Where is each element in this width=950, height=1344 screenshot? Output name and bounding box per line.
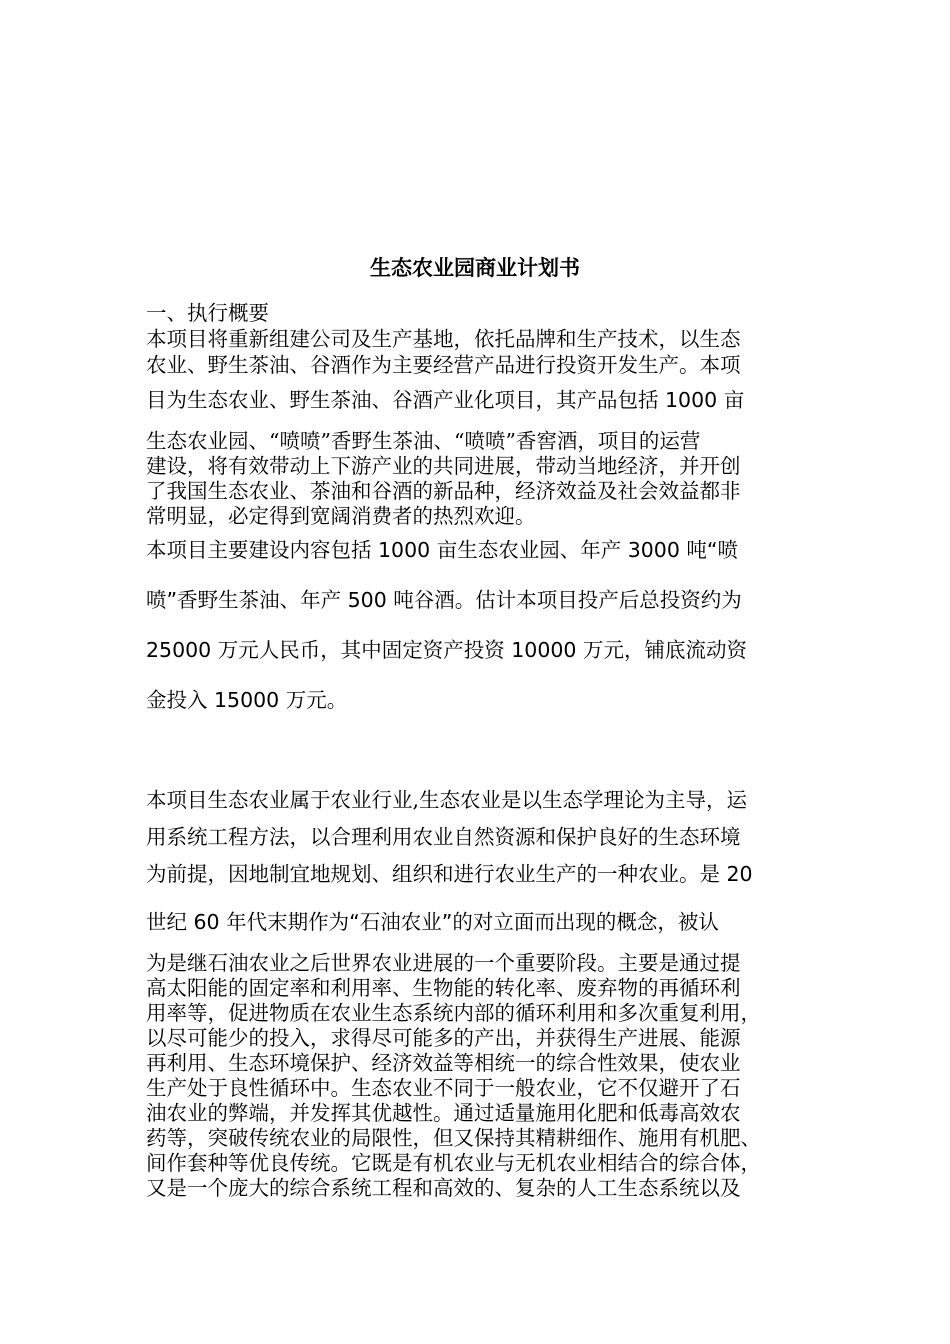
paragraph-line: 本项目主要建设内容包括 1000 亩生态农业园、年产 3000 吨“喷 <box>146 538 739 562</box>
paragraph-line: 再利用、生态环境保护、经济效益等相统一的综合性效果，使农业 <box>146 1051 741 1075</box>
document-title: 生态农业园商业计划书 <box>370 255 580 280</box>
paragraph-line: 为前提，因地制宜地规划、组织和进行农业生产的一种农业。是 20 <box>146 862 753 886</box>
paragraph-line: 喷”香野生茶油、年产 500 吨谷酒。估计本项目投产后总投资约为 <box>146 588 742 612</box>
paragraph-line: 油农业的弊端，并发挥其优越性。通过适量施用化肥和低毒高效农 <box>146 1101 741 1125</box>
paragraph-line: 间作套种等优良传统。它既是有机农业与无机农业相结合的综合体， <box>146 1151 761 1175</box>
paragraph-line: 农业、野生茶油、谷酒作为主要经营产品进行投资开发生产。本项 <box>146 353 741 377</box>
paragraph-line: 本项目生态农业属于农业行业,生态农业是以生态学理论为主导，运 <box>146 788 748 812</box>
paragraph-line: 本项目将重新组建公司及生产基地，依托品牌和生产技术，以生态 <box>146 327 741 351</box>
paragraph-line: 生产处于良性循环中。生态农业不同于一般农业，它不仅避开了石 <box>146 1076 741 1100</box>
paragraph-line: 用系统工程方法，以合理利用农业自然资源和保护良好的生态环境 <box>146 825 741 849</box>
paragraph-line: 又是一个庞大的综合系统工程和高效的、复杂的人工生态系统以及 <box>146 1176 741 1200</box>
paragraph-line: 25000 万元人民币，其中固定资产投资 10000 万元，铺底流动资 <box>146 638 747 662</box>
paragraph-line: 常明显，必定得到宽阔消费者的热烈欢迎。 <box>146 504 536 528</box>
paragraph-line: 为是继石油农业之后世界农业进展的一个重要阶段。主要是通过提 <box>146 951 741 975</box>
paragraph-line: 生态农业园、“喷喷”香野生茶油、“喷喷”香窖酒，项目的运营 <box>146 429 701 453</box>
section-heading: 一、执行概要 <box>146 301 269 325</box>
paragraph-line: 用率等，促进物质在农业生态系统内部的循环利用和多次重复利用， <box>146 1001 761 1025</box>
paragraph-line: 目为生态农业、野生茶油、谷酒产业化项目，其产品包括 1000 亩 <box>146 388 745 412</box>
paragraph-line: 世纪 60 年代末期作为“石油农业”的对立面而出现的概念，被认 <box>146 910 719 934</box>
paragraph-line: 药等，突破传统农业的局限性，但又保持其精耕细作、施用有机肥、 <box>146 1126 761 1150</box>
paragraph-line: 高太阳能的固定率和利用率、生物能的转化率、废弃物的再循环利 <box>146 976 741 1000</box>
paragraph-line: 了我国生态农业、茶油和谷酒的新品种，经济效益及社会效益都非 <box>146 479 741 503</box>
paragraph-line: 以尽可能少的投入，求得尽可能多的产出，并获得生产进展、能源 <box>146 1026 741 1050</box>
paragraph-line: 金投入 15000 万元。 <box>146 688 348 712</box>
paragraph-line: 建设，将有效带动上下游产业的共同进展，带动当地经济，并开创 <box>146 454 741 478</box>
